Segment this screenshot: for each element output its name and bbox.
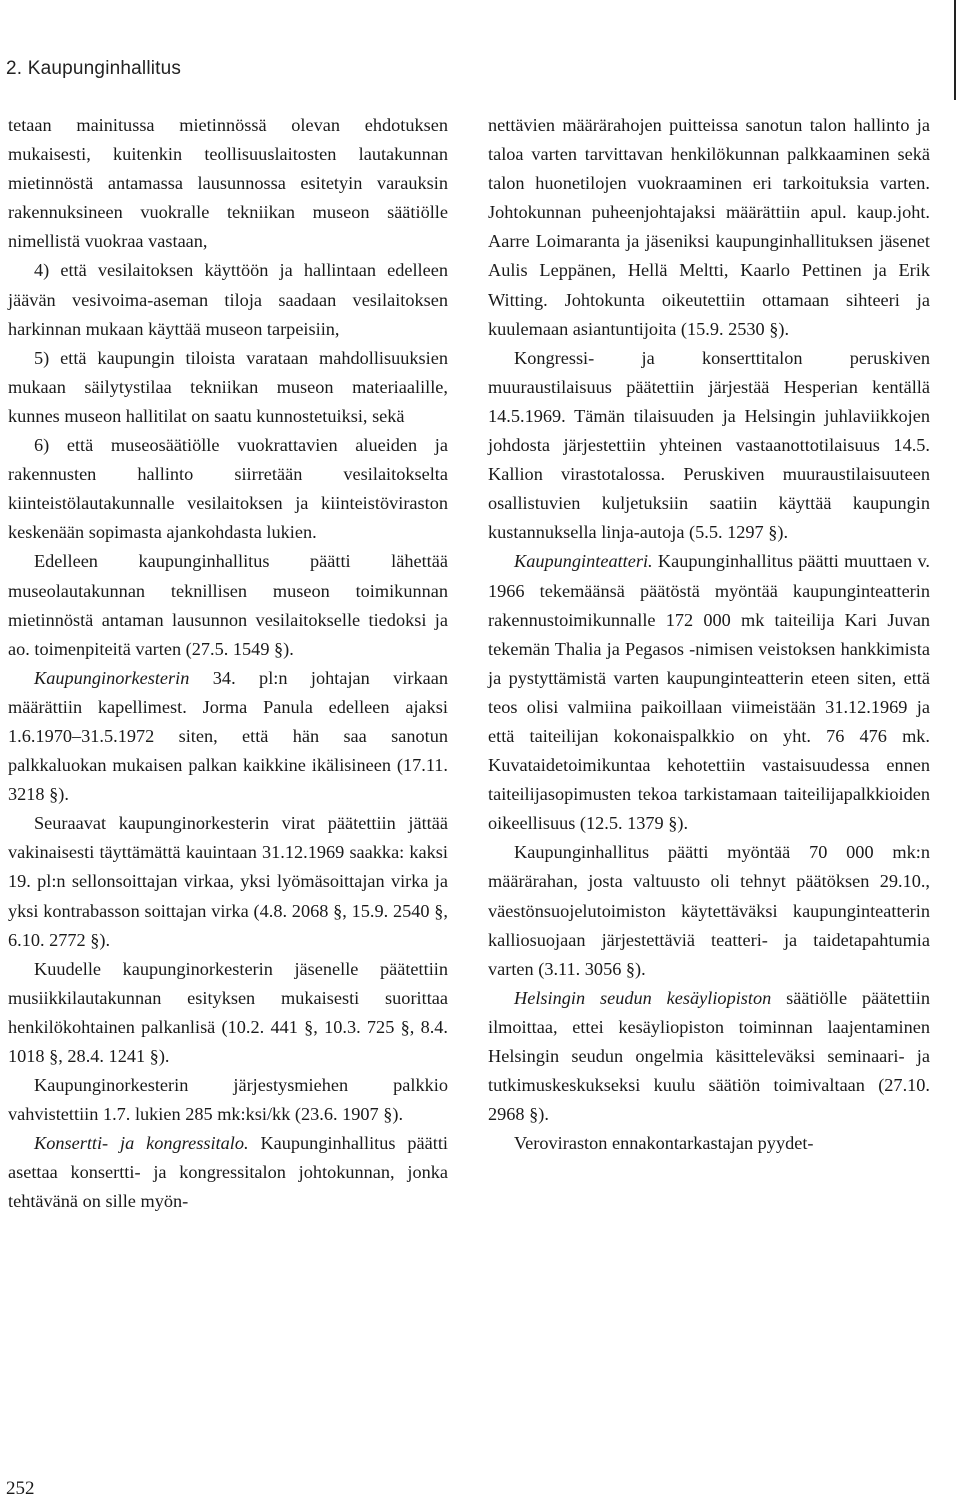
paragraph [8,431,448,547]
paragraph [8,809,448,954]
paragraph [8,344,448,431]
paragraph [488,838,930,983]
paragraph [8,256,448,343]
paragraph [8,664,448,809]
running-header: 2. Kaupunginhallitus [6,58,182,79]
paragraph-text: Kaupunginorkesterin järjestysmiehen palkkio vahvistettiin 1.7. lukien 285 mk:ksi/kk (23.6. 1907 §). [8,1075,448,1125]
paragraph-text: 6) että museosäätiölle vuokrattavien alueiden ja rakennusten hallinto siirretään vesilaitokselta kiinteistölautakunnalle vesilaitoksen ja kiinteistöviraston keskenään sopimasta ajankohdasta lukien. [8,435,448,543]
italic-heading: Konsertti- ja kongressitalo. [34,1133,249,1154]
paragraph-text: Edelleen kaupunginhallitus päätti lähettää museolautakunnan teknillisen museon toimikunnan mietinnöstä antaman lausunnon vesilaitokselle tiedoksi ja ao. toimenpiteitä varten (27.5. 1549 §). [8,551,448,659]
paragraph [488,547,930,838]
paragraph-text: 5) että kaupungin tiloista varataan mahdollisuuksien mukaan säilytystilaa tekniikan museon materiaalille, kunnes museon hallitilat on saatu kunnostetuiksi, sekä [8,347,448,426]
paragraph [8,955,448,1071]
paragraph-text: Seuraavat kaupunginorkesterin virat päätettiin jättää vakinaisesti täyttämättä kauintaan 31.12.1969 saakka: kaksi 19. pl:n sellonsoittajan virkaa, yksi lyömäsoittajan virka ja yksi kontrabasson soittajan virka (4.8. 2068 §, 15.9. 2540 §, 6.10. 2772 §). [8,813,448,950]
paragraph-text: Kaupunginhallitus päätti myöntää 70 000 mk:n määrärahan, josta valtuusto oli tehnyt päätöksen 29.10., väestönsuojelutoimiston käytettäväksi kaupunginteatterin kalliosuojaan järjestettäviä teatteri- ja taidetapahtumia varten (3.11. 3056 §). [488,842,930,979]
italic-heading: Kaupunginorkesterin [34,667,190,688]
paragraph [8,1071,448,1129]
paragraph [8,111,448,256]
paragraph-text: 34. pl:n johtajan virkaan määrättiin kapellimest. Jorma Panula edelleen ajaksi 1.6.1970–31.5.1972 siten, että hän saa sanotun palkkaluokan mukaisen palkan kaikkine ikälisineen (17.11. 3218 §). [8,667,448,805]
right-column [488,111,930,1158]
paragraph-text: Kongressi- ja konserttitalon peruskiven muuraustilaisuus päätettiin järjestää Hesperian kentällä 14.5.1969. Tämän tilaisuuden ja Helsingin juhlaviikkojen johdosta järjestettiin yhteinen vastaanottotilaisuus 14.5. Kallion virastotalossa. Peruskiven muuraustilaisuuteen osallistuvien kuljetuksiin saatiin käyttää kaupungin kustannuksella linja-autoja (5.5. 1297 §). [488,347,930,543]
paragraph-text: säätiölle päätettiin ilmoittaa, ettei kesäyliopiston toiminnan laajentaminen Helsingin seudun ongelmia käsitteleväksi seminaari- ja tutkimuskeskukseksi kuulu säätiön toimivaltaan (27.10. 2968 §). [488,987,930,1125]
paragraph-text: 4) että vesilaitoksen käyttöön ja hallintaan edelleen jäävän vesivoima-aseman tiloja saadaan vesilaitoksen harkinnan mukaan käyttää museon tarpeisiin, [8,260,448,339]
paragraph-text: Kaupunginhallitus päätti muuttaen v. 1966 tekemäänsä päätöstä myöntää kaupunginteatterin rakennustoimikunnalle 172 000 mk taiteilija Kari Juvan tekemän Thalia ja Pegasos -nimisen veistoksen hankkimista ja pystyttämistä varten kaupunginteatterin eteen siten, että teos olisi valmiina paikoillaan viimeistään 31.12.1969 ja että taiteilijan kokonaispalkkio on yht. 76 476 mk. Kuvataidetoimikuntaa kehotettiin vastaisuudessa ennen taiteilijasopimusten tekoa tarkistamaan taiteilijapalkkioiden oikeellisuus (12.5. 1379 §). [488,551,930,834]
left-column [8,111,448,1217]
paragraph [488,344,930,548]
italic-heading: Helsingin seudun kesäyliopiston [514,987,772,1008]
paragraph-text: Veroviraston ennakontarkastajan pyydet- [514,1133,814,1154]
paragraph [8,547,448,663]
paragraph-text: Kuudelle kaupunginorkesterin jäsenelle päätettiin musiikkilautakunnan esityksen mukaisesti suorittaa henkilökohtainen palkanlisä (10.2. 441 §, 10.3. 725 §, 8.4. 1018 §, 28.4. 1241 §). [8,958,448,1066]
page-number: 252 [6,1478,35,1499]
paragraph [488,111,930,344]
paragraph [488,1129,930,1158]
italic-heading: Kaupunginteatteri. [514,551,653,572]
paragraph [488,984,930,1129]
paragraph-text: nettävien määrärahojen puitteissa sanotun talon hallinto ja taloa varten tarvittavan henkilökunnan palkkaaminen sekä talon huonetilojen vuokraaminen eri tarkoituksia varten. Johtokunnan puheenjohtajaksi määrättiin apul. kaup.joht. Aarre Loimaranta ja jäseniksi kaupunginhallituksen jäsenet Aulis Leppänen, Hellä Meltti, Kaarlo Pettinen ja Erik Witting. Johtokunta oikeutettiin ottamaan sihteeri ja kuulemaan asiantuntijoita (15.9. 2530 §). [488,115,930,339]
paragraph [8,1129,448,1216]
paragraph-text: Kaupunginhallitus päätti asettaa konsertti- ja kongressitalon johtokunnan, jonka tehtävänä on sille myön- [8,1133,448,1212]
paragraph-text: tetaan mainitussa mietinnössä olevan ehdotuksen mukaisesti, kuitenkin teollisuuslaitosten lautakunnan mietinnöstä antamassa lausunnossa esitetyin varauksin rakennuksineen vuokralle tekniikan museon säätiölle nimellistä vuokraa vastaan, [8,115,448,252]
margin-rule [954,0,956,100]
